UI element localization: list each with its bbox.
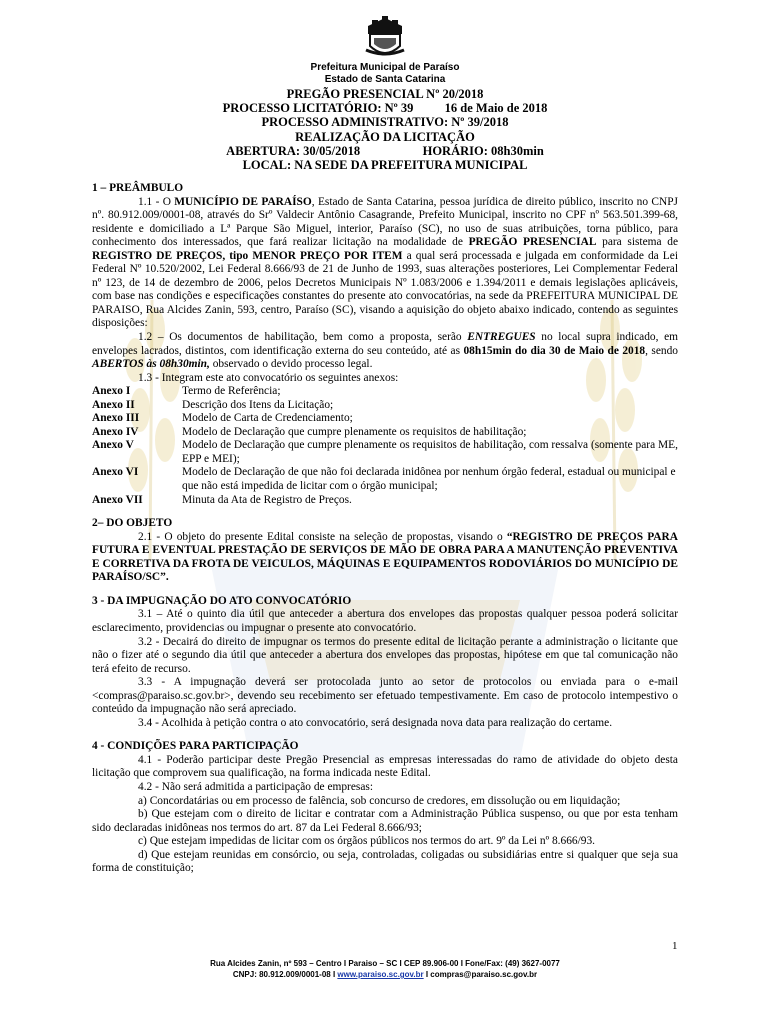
paragraph-4-1: 4.1 - Poderão participar deste Pregão Presencial as empresas interessadas do ramo de atividade do objeto desta licitação que comprovem sua qualificação, na forma indicada neste Edital.	[92, 753, 678, 780]
paragraph-4-2-b: b) Que estejam com o direito de licitar e contratar com a Administração Pública suspenso, ou que por esta tenham sido declaradas inidôneas nos termos do art. 87 da Lei Federal 8.666/93;	[92, 808, 678, 834]
section-title: 1 – PREÂMBULO	[92, 182, 184, 194]
paragraph-1-1: 1.1 - O MUNICÍPIO DE PARAÍSO, Estado de Santa Catarina, pessoa jurídica de direito público, inscrito no CNPJ nº. 80.912.009/0001-08, através do Srº Valdecir Antônio Casagrande, Prefeito Municipal, inscrito no CPF nº 563.501.399-68, residente e domiciliado a Lª Parque São Miguel, interior, Paraíso (SC), no uso de suas atribuições, torna público, para conhecimento dos interessados, que fará realizar licitação na modalidade de PREGÃO PRESENCIAL para sistema de REGISTRO DE PREÇOS, tipo MENOR PREÇO POR ITEM a qual será processada e julgada em conformidade da Lei Federal Nº 10.520/2002, Lei Federal 8.666/93 de 21 de Junho de 1993, suas alterações posteriores, Lei Complementar Federal nº 123, de 14 de dezembro de 2006, pelos Decretos Municipais Nº 1.083/2006 e 1.394/2011 e demais legislações aplicáveis, com base nas condições e especificações constantes do presente ato convocatórias, na sede da PREFEITURA MUNICIPAL DE PARAISO, Rua Alcides Zanin, 593, centro, Paraíso (SC), visando a aquisição do objeto abaixo indicado, contendo as seguintes disposições:	[92, 195, 679, 330]
annex-item: Anexo VII Minuta da Ata de Registro de Preços.	[92, 493, 352, 506]
footer	[0, 958, 770, 980]
paragraph-3-4: 3.4 - Acolhida à petição contra o ato convocatório, será designada nova data para realização do certame.	[138, 716, 613, 729]
paragraph-4-2-c: c) Que estejam impedidas de licitar com os órgãos públicos nos termos do art. 9º da Lei nº 8.666/93.	[138, 835, 595, 848]
annex-list	[92, 385, 678, 507]
process-header	[0, 87, 770, 172]
annex-item: Anexo VI Modelo de Declaração de que não foi declarada inidônea por nenhum órgão federal, estadual ou municipal e que não está impedida de licitar com o órgão municipal;	[92, 466, 676, 493]
paragraph-4-2-d: d) Que estejam reunidas em consórcio, ou seja, controladas, coligadas ou subsidiárias entre si qualquer que seja sua forma de constituição;	[92, 848, 678, 875]
paragraph-3-2: 3.2 - Decairá do direito de impugnar os termos do presente edital de licitação perante a administração o licitante que não o fizer até o segundo dia útil que anteceder a abertura dos envelopes das propostas, hipótese em que tal comunicação não terá efeito de recurso.	[92, 635, 678, 675]
paragraph-4-2: 4.2 - Não será admitida a participação de empresas:	[138, 780, 373, 793]
section-title: 2– DO OBJETO	[92, 517, 173, 530]
page-number: 1	[672, 940, 678, 952]
document-body	[92, 182, 678, 876]
coat-of-arms-icon	[364, 14, 406, 60]
annex-item: Anexo III Modelo de Carta de Credenciamento;	[92, 412, 353, 425]
process-line: ABERTURA: 30/05/2018 HORÁRIO: 08h30min	[226, 143, 544, 158]
process-line: PREGÃO PRESENCIAL Nº 20/2018	[286, 87, 484, 101]
section-title: 3 - DA IMPUGNAÇÃO DO ATO CONVOCATÓRIO	[92, 594, 352, 607]
header	[0, 62, 770, 86]
annex-item: Anexo V Modelo de Declaração que cumpre plenamente os requisitos de habilitação, com ressalva (somente para ME, EPP e MEI);	[92, 439, 678, 465]
municipality-name: Prefeitura Municipal de Paraíso	[310, 62, 460, 73]
paragraph-1-3: 1.3 - Integram este ato convocatório os seguintes anexos:	[138, 371, 399, 384]
footer-address: Rua Alcides Zanin, nº 593 – Centro I Paraiso – SC I CEP 89.906-00 I Fone/Fax: (49) 3627-0077	[210, 959, 560, 968]
process-line: LOCAL: NA SEDE DA PREFEITURA MUNICIPAL	[242, 158, 528, 173]
process-line: PROCESSO LICITATÓRIO: Nº 39 16 de Maio de 2018	[222, 101, 548, 116]
paragraph-2-1: 2.1 - O objeto do presente Edital consiste na seleção de propostas, visando o “REGISTRO DE PREÇOS PARA FUTURA E EVENTUAL PRESTAÇÃO DE SERVIÇOS DE MÃO DE OBRA PARA A MANUTENÇÃO PREVENTIVA E CORRETIVA DA FROTA DE VEICULOS, MÁQUINAS E EQUIPAMENTOS RODOVIÁRIOS DO MUNICÍPIO DE PARAÍSO/SC”.	[92, 530, 678, 584]
state-name: Estado de Santa Catarina	[324, 74, 446, 85]
paragraph-1-2: 1.2 – Os documentos de habilitação, bem como a proposta, serão ENTREGUES no local supra indicado, em envelopes lacrados, distintos, com identificação externa do seu conteúdo, até as 08h15min do dia 30 de Maio de 2018, sendo ABERTOS às 08h30min, observado o devido processo legal.	[92, 331, 678, 371]
section-title: 4 - CONDIÇÕES PARA PARTICIPAÇÃO	[92, 740, 299, 753]
paragraph-4-2-a: a) Concordatárias ou em processo de falência, sob concurso de credores, em dissolução ou em liquidação;	[138, 794, 621, 807]
footer-contact: CNPJ: 80.912.009/0001-08 I www.paraiso.sc.gov.br I compras@paraiso.sc.gov.br	[232, 970, 538, 979]
process-line: PROCESSO ADMINISTRATIVO: Nº 39/2018	[261, 115, 509, 130]
annex-item: Anexo IV Modelo de Declaração que cumpre plenamente os requisitos de habilitação;	[92, 425, 527, 438]
annex-item: Anexo II Descrição dos Itens da Licitação;	[92, 398, 334, 411]
website-link[interactable]: www.paraiso.sc.gov.br	[337, 970, 424, 979]
paragraph-3-1: 3.1 – Até o quinto dia útil que anteceder a abertura dos envelopes das propostas qualquer pessoa poderá solicitar esclarecimento, providencias ou impugnar o presente ato convocatório.	[92, 608, 678, 634]
annex-item: Anexo I Termo de Referência;	[92, 385, 281, 398]
process-line: REALIZAÇÃO DA LICITAÇÃO	[295, 129, 475, 144]
paragraph-3-3: 3.3 - A impugnação deverá ser protocolada junto ao setor de protocolos ou enviada para o e-mail <compras@paraiso.sc.gov.br>, devendo seu recebimento ser efetuado tempestivamente. Em caso de protocolo intempestivo o conteúdo da impugnação não será apreciado.	[92, 676, 678, 716]
